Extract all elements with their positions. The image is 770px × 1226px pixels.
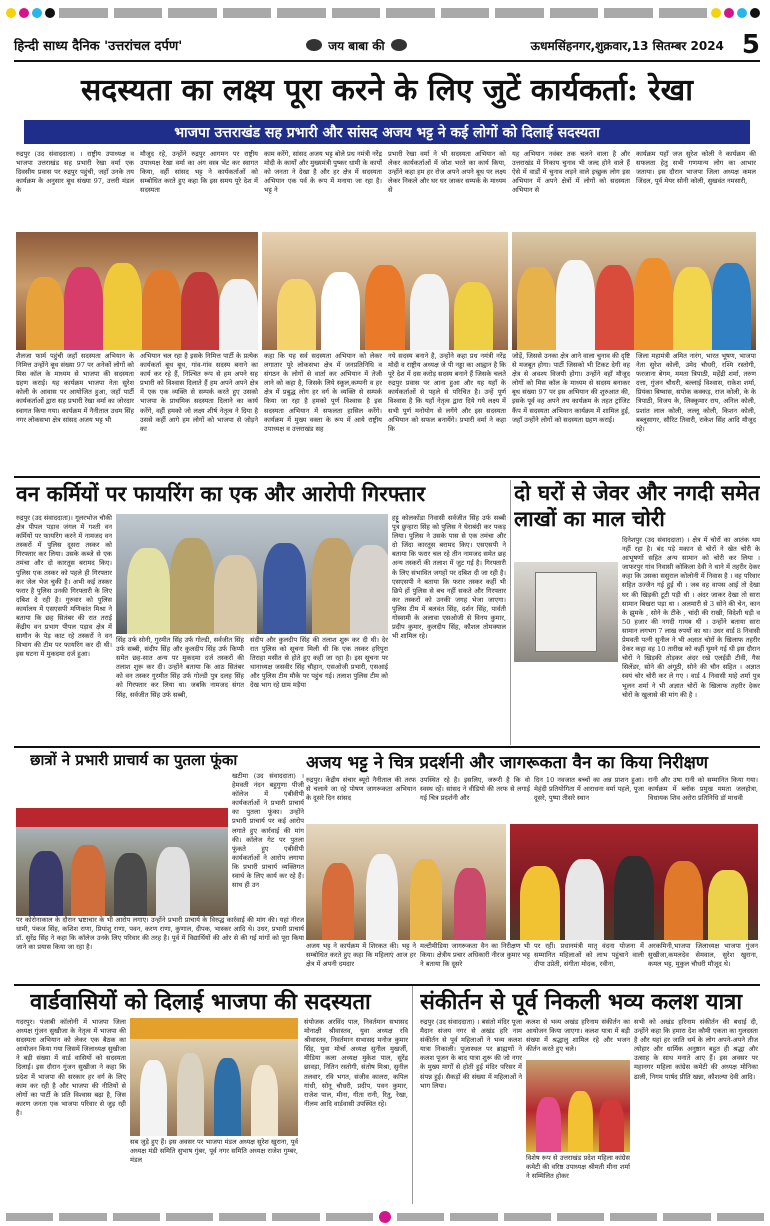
registration-dots	[6, 8, 55, 18]
paper-name: हिन्दी साध्य दैनिक 'उत्तरांचल दर्पण'	[14, 39, 183, 54]
story1-lower2: अभियान चल रहा है इसके निमित्त पार्टी के प्रत्येक कार्यकर्ता बूथ बूथ, गांव-गांव सदस्य बनाने का कार्य कर रहे हैं, निश्चित रूप से हम अपने सह प्रभारी को विश्वास दिलाते हैं हम अपने अपने क्षेत्र में एक एक व्यक्ति से सम्पर्क करते हुए उसको भाजपा के प्राथमिक सदस्यता दिलाने का कार्य करेंगे, वहीं हमको जो लक्ष्य शीर्ष नेतृत्व ने दिया है उससे कहीं आगे हम लोगों को भाजपा से जोड़ने का	[140, 352, 258, 433]
masthead-center	[306, 37, 406, 54]
story5-col1: रुद्रपुर। केंद्रीय संचार ब्यूरो नैनीताल की तरफ से चलाये जा रहे पोषण जागरूकता अभियान के दूसरे दिन सांसद	[306, 776, 416, 803]
story5-photo-stage	[510, 824, 758, 940]
story5-col4: रानी और उषा रानी को सम्मानित किया गया। कार्यक्रम में ब्लॉक प्रमुख ममता जलहोत्रा, विधायक शिव अरोरा प्रतिनिधि डॉ माधवी	[648, 776, 758, 803]
story2-col1: रुद्रपुर (उद संवाददाता)। गूलरभोज चौकी क्षेत्र पीपल पड़ाव जंगल में गश्ती वन कर्मियों पर फायरिंग करने में नामजद वन तस्करों में पुलिस दूसरा तस्कर को गिरफ्तार कर लिया। उसके कब्जे से एक तमंचा और दो कारतूस बरामद किए। पुलिस एक तस्कर को पहले ही गिरफ्तार कर जेल भेज चुकी है। अभी कई तस्कर फरार है पुलिस उनकी गिरफ्तारी के लिए दबिश दे रही है। गुरुवार को पुलिस कार्यालय में एसएसपी मणिकांत मिश्रा ने बताया कि छह सितंबर की रात तराई केंद्रीय वन प्रभाग पीपल पड़ाव क्षेत्र में सागौन के पेड़ काट रहे तस्करों ने वन विभाग की टीम पर फायरिंग कर दी थी। इस घटना में मुकदमा दर्ज हुआ।	[16, 514, 112, 659]
om-icon	[306, 39, 322, 51]
story4-headline: छात्रों ने प्रभारी प्राचार्य का पुतला फूंका	[30, 751, 238, 769]
om-icon-right	[391, 39, 407, 51]
black-dot	[45, 8, 55, 18]
masthead-slogan: जय बाबा की	[328, 38, 385, 53]
story7-cap1: विशेष रूप से उत्तराखंड प्रदेश महिला कांग्रेस कमेटी की वरिष्ठ उपाध्यक्ष श्रीमती मीना शर्मा ने सम्मिलित होकर	[526, 1154, 630, 1181]
story3-body: दिनेशपुर (उद संवाददाता) । क्षेत्र में चोरों का आतंक थम नहीं रहा है। बंद पड़े मकान से चोरों ने खेत चोरी के आभूषणों सहित अन्य सामान को चोरी कर लिया । जाफरपुर गांव निवासी कोकिला देवी ने थाने में तहरीर देकर कहा कि उसका ससुराल कोलोनी में निवास है । वह परिवार सहित उज्जैन गई हुई थी । जब वह वापस आई तो देखा घर की खिड़की टूटी पड़ी थी । अंदर जाकर देखा तो सारा सामान बिखरा पड़ा था । अलमारी से 3 सोने की चेन, कान के झुमके , सोने के टीके , चांदी की राखी, विदेशी घड़ी व 50 हजार की नगदी गायब थी । उन्होंने बताया सारा सामान लगभग 7 लाख रुपयों का था। उधर वार्ड 8 निवासी प्रेमवती पत्नी सुनील ने भी अज्ञात चोरों के खिलाफ तहरीर देकर कहा वह 10 तारीख को कहीं घूमने गई थी इस दौरान चोरों ने खिड़की तोड़कर अंदर रखे एलईडी टीवी, गैस सिलेंडर, सोने की अंगूठी, सोने की चौन सहित । अज्ञात स्वयं चोर चोरी कर ले गए । वार्ड 4 निवासी माहे शर्मा पुत्र भूलन शर्मा ने भी अज्ञात चोरों के खिलाफ तहरीर देकर चोरों के खुलासे की मांग की है ।	[622, 536, 760, 699]
story7-headline: संकीर्तन से पूर्व निकली भव्य कलश यात्रा	[420, 989, 743, 1015]
story2-col2: सिंह उर्फ सोनी, गुरमीत सिंह उर्फ गोल्डी, सर्वजीत सिंह उर्फ सब्बी, संदीप सिंह और कुलदीप सिंह उर्फ किप्पी समेत छह-सात अन्य पर मुकदमा दर्ज तस्करों की तलाश शुरू कर दी। उन्होंने बताया कि आठ सितंबर को वन तस्कर गुरमीत सिंह उर्फ गोल्डी पुत्र दलह सिंह को गिरफ्तार कर लिया था। जबकि नामजद संगत सिंह, सर्वजीत सिंह उर्फ सब्बी,	[116, 636, 244, 699]
story5-cap4: अरकमिनी,भाजपा जिलाध्यक्ष भाजपा गुंजन सुखीजा,कमलदेव सेमवाल, सुरेश खुराना, कमल भट्ट, मुकुल चौधरी मौजूद थे।	[648, 942, 758, 969]
story1-lower6: जिला महामंत्री अमित नारंग, भारत भूषण, भाजपा नेता सुरेश कोली, उमेद चौधरी, रश्मि रस्तोगी, फरजाना बेगम, ममता त्रिपाठी, महेंद्री शर्मा, तरुण दत्ता, गुंजन चौधरी, बल्लाई विश्वास, राकेश शर्मा, प्रियंका बिष्वास, सपोक कक्कड़, राज कोली, के के त्रिपाठी, विजय के, लिक्कुमार राय, अनिल कोली, प्रशांत लाल कोली, लल्लू कोली, किशन कोली, बब्लूसागर, सौरिट तिवारी, राकेश सिंह आदि मौजूद रहे।	[636, 352, 756, 433]
top-color-strip	[0, 0, 770, 26]
story2-photo-police	[116, 514, 388, 634]
story1-photo-stage	[16, 232, 258, 350]
story1-headline: सदस्यता का लक्ष्य पूरा करने के लिए जुटें कार्यकर्ता: रेखा	[81, 73, 693, 108]
yellow-dot	[6, 8, 16, 18]
story5-cap2: मल्टीमीडिया जागरूकता वैन का निरीक्षण भी किया। क्षेत्रीय प्रचार अधिकारी नीरज कुमार भट्ट ने बताया कि दूसरे	[420, 942, 530, 969]
story2-headline: वन कर्मियों पर फायरिंग का एक और आरोपी गिरफ्तार	[16, 481, 426, 506]
registration-dots-right	[711, 8, 760, 18]
story1-subhead: भाजपा उत्तराखंड सह प्रभारी और सांसद अजय भट्ट ने कई लोगों को दिलाई सदस्यता	[24, 120, 750, 144]
story5-cap1: अजय भट्ट ने कार्यक्रम में शिरकत की। भट्ट ने सम्बोधित करते हुए कहा कि महिलाएं आज हर क्षेत्र में अपनी दमदार	[306, 942, 416, 969]
story1-photo-crowd	[512, 232, 756, 350]
cyan-dot	[32, 8, 42, 18]
story1-lower4: नये सदस्य बनाने है, उन्होंने कहा प्रध नमंत्री नरेंद्र मोदी व राष्ट्रीय अध्यक्ष जे पी नड्डा का आह्वान है कि पूरे देश में दस करोड़ सदस्य बनाने हैं जिसके चलते रुद्रपुर प्रवास पर आना हुआ और यह यहाँ के कार्यकर्ताओं से पहले से परिचित है। उन्हें पूर्ण विश्वास है कि यहाँ नेतृत्व द्वारा दिये गये लक्ष्य में सभी पूर्ण मनोयोग से लगेंगे और इस सदस्यता अभियान को सफल बनायेंगे। प्रभारी वर्मा ने कहा कि	[388, 352, 506, 433]
story2-col3: संदीप और कुलदीप सिंह की तलाश शुरू कर दी थी। देर रात पुलिस को सूचना मिली थी कि एक तस्कर हरिपुरा तिराहा मसीत से होते हुए कहीं जा रहा है। इस सूचना पर थानाध्यक्ष जसवीर सिंह चौहान, एसओजी प्रभारी, एसआई और पुलिस टीम मौके पर पहुंच गई। तलाश पुलिस टीम को देख भाग रहे ग्राम मड़ैया	[250, 636, 388, 690]
story3-headline: दो घरों से जेवर और नगदी समेत लाखों का माल चोरी	[514, 480, 760, 531]
story1-photo-meeting	[262, 232, 508, 350]
magenta-dot	[19, 8, 29, 18]
masthead	[14, 30, 760, 60]
column-rule	[510, 480, 511, 745]
story7-photo-kalash	[526, 1060, 630, 1152]
masthead-right	[531, 30, 760, 60]
divider-2	[14, 746, 760, 748]
gray-bars	[59, 8, 707, 18]
story5-headline: अजय भट्ट ने चित्र प्रदर्शनी और जागरूकता वैन का किया निरीक्षण	[306, 753, 709, 773]
column-rule-2	[412, 986, 413, 1204]
story7-col2: कलश से भव्य अखंड हरिनाम संकीर्तन का आयोजन किया जाएगा। कलश यात्रा में बड़ी संख्या में श्रद्धालु शामिल रहे और भजन कीर्तन करते हुए चले।	[526, 1018, 630, 1054]
story6-col1: गदरपुर। पंजाबी कॉलोनी में भाजपा जिला अध्यक्ष गुंजन सुखीजा के नेतृत्व में भाजपा की सदस्यता अभियान को लेकर एक बैठक का आयोजन किया गया जिसमें जिलाध्यक्ष सुखीजा ने बड़ी संख्या में वार्ड वासियों को सदस्यता दिलाई। इस दौरान गुंजन सुखीजा ने कहा कि प्रदेश में भाजपा की सरकार हर वर्ग के लिए काम कर रही है और भाजपा की नीतियों से लोगों का पार्टी के प्रति विश्वास बढ़ा है, जिस कारण जनता एक भाजपा परिवार से जुड़ रही है।	[16, 1018, 126, 1117]
masthead-rule	[14, 60, 760, 62]
story1-lower3: कहा कि यह सर्व सदस्यता अभियान को लेकर लगातार पूरे लोकसभा क्षेत्र में जनप्रतिनिधि व संगठन के लोगों से वार्ता कर अभियान में तेजी लाने को कहा है, जिसके लिये स्कूल,कम्पनी व हर क्षेत्र में प्रबुद्ध लोग हर वर्ग के व्यक्ति से सम्पर्क किया जा रहा है हमको पूर्ण विश्वास है इस सदस्यता अभियान में सफलता हासिल करेंगे। कार्यक्रम में मुख्य वक्ता के रूप में आये राष्ट्रीय उपाध्यक्ष व उत्तराखंड सह	[264, 352, 382, 433]
dateline: ऊधमसिंहनगर,शुक्रवार,13 सितम्बर 2024	[530, 38, 724, 53]
story1-lower5: जोड़ें, जिससे उनका क्षेत्र आने वाला चुनाव की दृष्टि से मजबूत होगा। पार्टी जिसको भी टिकट देगी वह क्षेत्र से अवश्य विजयी होगा। उन्होंने वहाँ मौजूद लोगों को मिस कॉल के माध्यम से सदस्य बनाकर बूथ संख्या 97 पर इस अभियान की शुरुआत की, इसके पूर्व वह अपने तय कार्यक्रम के तहत ट्रांजिट कैंप में सदस्यता अभियान कार्यक्रम में शामिल हुईं, जहाँ उन्होंने लोगों को सदस्यता ग्रहण कराई।	[512, 352, 630, 424]
story2-col4: हट्टू कोलकोंडा निवासी सर्वजीत सिंह उर्फ सब्बी पुत्र छुन्हारा सिंह को पुलिस ने घेराबंदी कर पकड़ लिया। पुलिस ने उसके पास से एक तमंचा और दो जिंदा कारतूस बरामद किए। एसएसपी ने बताया कि फरार चल रहे तीन नामजद समेत छह अन्य तस्करों की तलाश में जुट गई है। गिरफ्तारी के लिए संभावित जगहों पर दबिश दी जा रही है। एसएसपी ने बताया कि फरार तस्कर कहीं भी छिपे हों पुलिस से बच नहीं सकते और गिरफ्तार कर तस्करों को उनकी जगह भेजा जाएगा। पुलिस टीम में बलवंत सिंह, दर्शन सिंह, पार्वती गोस्वामी के अलावा एसओजी से विनय कुमार, प्रदीप कुमार, कुलदीप सिंह, कौशल तोमक्याल भी शामिल रहे।	[392, 514, 506, 641]
story1-col5: यह अभियान नवंबर तक चलने वाला है और उत्तराखंड में निकाय चुनाव भी जल्द होने वाले हैं ऐसे में वार्डों में चुनाव लड़ने वाले इच्छुक लोग इस अभियान में अपने क्षेत्रों में लोगों को सदस्यता अभियान से	[512, 150, 630, 195]
story7-col1: रुद्रपुर (उद संवाददाता) । बसंतो मंदिर पूजा मैदान संजय नगर से अखंड हरि नाम संकीर्तन से पूर्व महिलाओं ने भव्य कलश यात्रा निकाली। पूजास्थल पर ब्राह्मणों ने कलश पूजन के बाद यात्रा शुरू की जो नगर के मुख्य मार्गों से होती हुई मंदिर परिसर में संपन्न हुई। सैकड़ों की संख्या में महिलाओं ने भाग लिया।	[420, 1018, 522, 1090]
story1-col4: प्रभारी रेखा वर्मा ने भी सदस्यता अभियान को लेकर कार्यकर्ताओं में जोश भरते का कार्य किया, उन्होंने कहा हम हर रोज अपने अपने बूथ पर लक्ष्य लेकर निकले और घर घर जाकर सम्पर्क के माध्यम से	[388, 150, 506, 195]
page-number: 5	[741, 30, 760, 60]
story5-col3: दिन 10 नवजात बच्चों का अन्न प्राशन हुआ। मेहंदी प्रतियोगिता में आराधना वर्मा पहले, पूजा दूसरे, पुष्पा तीसरे स्थान	[534, 776, 644, 803]
story4-col1: खटीमा (उद संवाददाता) । हेमवती नंदन बहुगुणा पीजी कॉलेज में एबीवीपी कार्यकर्ताओं ने प्रभारी प्राचार्य का पुतला फूंका। उन्होंने प्रभारी प्राचार्य पर कई आरोप लगाते हुए कार्रवाई की मांग की। कॉलेज गेट पर पुतला फूंकते हुए एबीवीपी कार्यकर्ताओं ने आरोप लगाया कि प्रभारी प्राचार्य व्यक्तिगत स्वार्थ के लिए कार्य कर रहे हैं। साथ ही उन	[232, 772, 304, 890]
story1-col3: काम करेंगे, सांसद अजय भट्ट बोले प्रध नमंत्री नरेंद्र मोदी के कार्यों और मुख्यमंत्री पुष्कर धामी के कार्यों को जनता ने देखा है और हर क्षेत्र में सदस्यता अभियान एक पर्व के रूप में मनाया जा रहा है। भट्ट ने	[264, 150, 382, 195]
story5-cap3: पर रहीं। प्रधानमंत्री मातृ वंदना योजना में सम्मानित महिलाओं को लाभ पहुंचाने वाली दीपा उप्रेती, संगीता मोदक, रवीना,	[534, 942, 644, 969]
story1-col6: कार्यक्रम यहाँ जज सुरेश कोली ने कार्यक्रम की सफलता हेतु सभी गणमान्य लोग का आभार जताया। इस दौरान भाजपा जिला अध्यक्ष कमल जिंदल, पूर्व मेयर सोनी कोली, सुखवंत नमसारी,	[636, 150, 756, 186]
story1-lower1: शैलजा फार्म पहुंची जहाँ सदस्यता अभियान के निमित्त उन्होंने बूथ संख्या 97 पर अनेकों लोगों को मिस कॉल के माध्यम से भाजपा की सदस्यता ग्रहण कराई। यह कार्यक्रम भाजपा नेता सुरेश कोली के आवास पर आयोजित हुआ, जहाँ पार्टी कार्यकर्ताओं द्वारा सह प्रभारी रेखा वर्मा का जोरदार स्वागत किया गया। कार्यक्रम में नैनीताल उधम सिंह नगर लोकसभा क्षेत्र सांसद अजय भट्ट भी	[16, 352, 134, 424]
story6-col2: संयोजक अरविंद पाल, निवर्तमान सभासद मोनाक्षी श्रीवास्तव, युवा अध्यक्ष रवि श्रीवास्तव, निवर्तमान सभासद मनोज कुमार सिंह, युवा मोर्चा अध्यक्ष सुनील मुखर्जी, मीडिया कला अध्यक्ष मुकेश पाल, सुरेंद्र छावड़ा, नितिन रस्तोगी, संतोष मिश्रा, सुनील तलवार, रवि भगत, संजीव कालरा, कपिल गांधी, सोनू चौधरी, प्रदीप, पवन कुमार, राजेश पाल, मीना, गीता रानी, रितु, रेखा, नीलम आदि वार्डवासी उपस्थित रहे।	[304, 1018, 408, 1108]
story1-col2: मौजूद रहे, उन्होंने रुद्रपुर आगमन पर राष्ट्रीय उपाध्यक्ष रेखा वर्मा का अंग वस्त्र भेंट कर स्वागत किया, वहीं सांसद भट्ट ने कार्यकर्ताओं को सम्बोधित करते हुए कहा कि इस समय पूरे देश में सदस्यता	[140, 150, 258, 195]
story6-photo-meeting	[130, 1018, 298, 1136]
story5-photo-exhibition	[306, 824, 506, 940]
story6-cap1: सब जुड़े हुए हैं। इस अवसर पर भाजपा मंडल अध्यक्ष सुरेश खुराना, पूर्व अध्यक्ष मंडी समिति सुभाष गुंबर, पूर्व नगर समिति अध्यक्ष राजेश गुम्बर, मंडल	[130, 1138, 298, 1165]
story5-col2: उपस्थित रहे है। इसलिए, जरूरी है कि वो स्वस्थ रहें। सांसद ने वीडियो की तरफ से लगाई गई चित्र प्रदर्शनी और	[420, 776, 530, 803]
story7-col3: सभी को अखंड हरिनाम संकीर्तन की बधाई दी, उन्होंने कहा कि हमारा देश कौमी एकता का गुलदस्ता है और यहां हर जाति धर्म के लोग अपने-अपने तीज त्योहार और धार्मिक अनुष्ठान बहुत ही श्रद्धा और उत्साह के साथ मनाते आए हैं। इस अवसर पर महानगर महिला कांग्रेस कमेटी की अध्यक्ष मोनिका ढाली, निगम पार्षद प्रीति खन्ना, कौशल्या देवी आदि।	[634, 1018, 758, 1081]
story4-col2: पर कोरोनाकाल के दौरान भ्रष्टाचार के भी आरोप लगाए। उन्होंने प्रभारी प्राचार्य के विरुद्ध कार्रवाई की मांग की। यहां नीरज धामी, पंकज सिंह, कशिश राणा, प्रियांशु राणा, पवन, करण राणा, कुणाल, दीपक, भास्कर आदि थे। उधर, प्रभारी प्राचार्य डॉ. सुरेंद्र सिंह ने कहा कि कॉलेज उनके लिए परिवार की तरह है। पूर्व में विद्यार्थियों की ओर से की गई मांगों को पूरा किया जाने का प्रयास किया जा रहा है।	[16, 916, 304, 952]
registration-mark-icon	[379, 1211, 391, 1223]
divider-1	[14, 476, 760, 478]
bottom-color-strip	[0, 1208, 770, 1226]
story1-col1: रुद्रपुर (उद संवाददाता) । राष्ट्रीय उपाध्यक्ष व भाजपा उत्तराखंड सह प्रभारी रेखा वर्मा एक दिवसीय प्रवास पर रुद्रपुर पहुंची, जहाँ उनके तय कार्यक्रम के अनुसार बूथ संख्या 97, उत्तरी मंडल के	[16, 150, 134, 195]
story6-headline: वार्डवासियों को दिलाई भाजपा की सदस्यता	[30, 989, 371, 1015]
